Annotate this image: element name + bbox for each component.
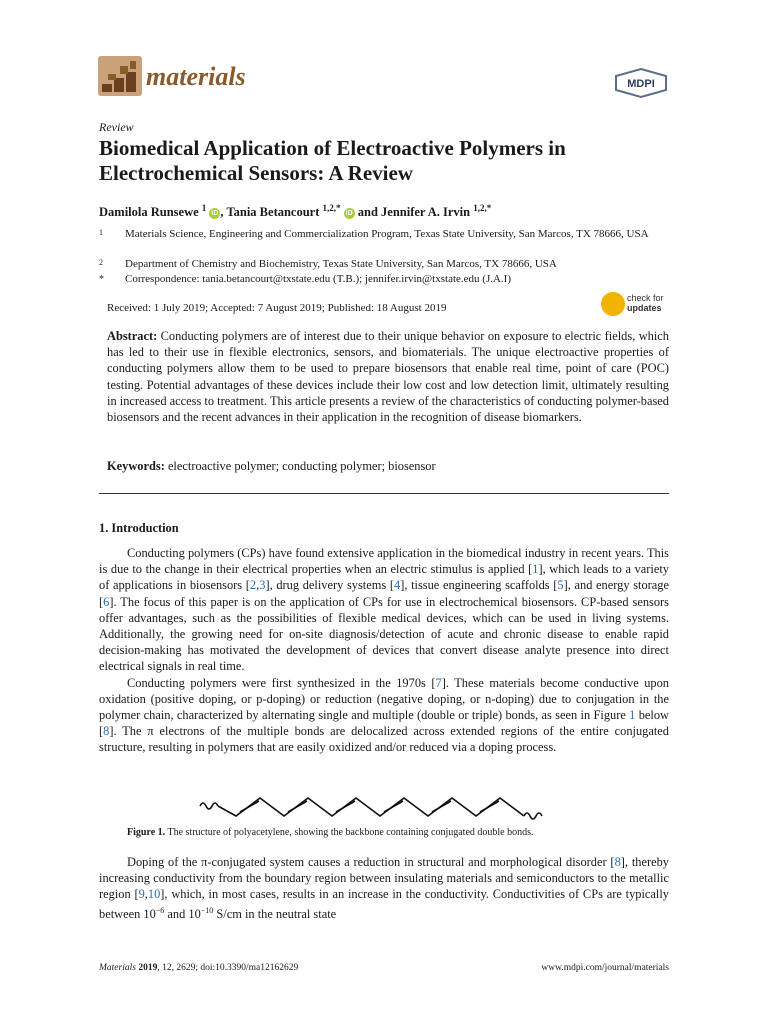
affiliation-number: * (99, 274, 104, 285)
keywords-text: electroactive polymer; conducting polymer; biosensor (167, 459, 436, 473)
author-affil-sup: 1 (201, 203, 207, 213)
figure-link[interactable]: 1 (629, 708, 636, 723)
exponent: −10 (200, 905, 214, 915)
figure-caption (127, 827, 534, 838)
figure-label: Figure 1. (127, 827, 166, 838)
orcid-icon[interactable]: iD (345, 210, 353, 218)
body-text (99, 545, 669, 756)
author-affil-sup: 1,2,* (473, 203, 492, 213)
correspondence-text[interactable]: Correspondence: tania.betancourt@txstate.edu (T.B.); jennifer.irvin@txstate.edu (J.A.I) (125, 273, 511, 285)
section-heading: 1. Introduction (99, 521, 179, 535)
footer-journal: Materials (99, 963, 136, 973)
check-updates-text (627, 293, 664, 313)
double-bond (480, 801, 499, 812)
citation-link[interactable]: 10 (147, 887, 161, 902)
divider (99, 493, 669, 494)
wavy-bond-right (524, 813, 542, 819)
author-name[interactable]: Tania Betancourt (226, 205, 320, 220)
paragraph: Conducting polymers (CPs) have found extensive application in the biomedical industry in recent years. This is due to the change in their electrical properties when an electric stimulus is applied [1], which leads to a variety of applications in biosensors [2,3], drug delivery systems [4], tissue engineering scaffolds [5], and energy storage [6]. The focus of this paper is on the application of CPs for use in electrochemical biosensors. CP-based sensors offer advantages, such as the possibilities of flexible medical devices, which can be used in living systems. Additionally, the growing need for on-site diagnosis/detection of acute and chronic disease to enable rapid decision-making has motivated the development of devices that convert disease analyte presence into direct electrical signals in real time. (99, 546, 669, 674)
check-updates-line2: updates (627, 303, 662, 313)
author-name[interactable]: Jennifer A. Irvin (381, 205, 471, 220)
footer-doi[interactable]: , 12, 2629; doi:10.3390/ma12162629 (157, 963, 299, 973)
body-text (99, 854, 669, 922)
citation-link[interactable]: 1 (532, 562, 539, 577)
footer-url[interactable]: www.mdpi.com/journal/materials (541, 963, 669, 973)
citation-link[interactable]: 5 (557, 578, 564, 593)
double-bond (240, 801, 259, 812)
author-affil-sup: 1,2,* (322, 203, 341, 213)
affiliation-text: Department of Chemistry and Biochemistry, Texas State University, San Marcos, TX 78666, USA (125, 258, 557, 270)
footer-year: 2019 (138, 963, 158, 973)
wavy-bond-left (200, 803, 218, 809)
abstract-label: Abstract: (107, 329, 158, 343)
page-title: Biomedical Application of Electroactive Polymers in Electrochemical Sensors: A Review (99, 136, 566, 185)
citation-link[interactable]: 9 (138, 887, 145, 902)
author-name[interactable]: Damilola Runsewe (99, 205, 199, 220)
citation-link[interactable]: 3 (259, 578, 266, 593)
article-type: Review (99, 120, 134, 134)
paragraph: Doping of the π-conjugated system causes a reduction in structural and morphological disorder [8], thereby increasing conductivity from the boundary region between insulating materials and semiconductors to the metallic region [9,10], which, in most cases, results in an increase in the conductivity. Conductivities of CPs are typically between $10^{-6}$ and $10^{-10}$ S/cm in the neutral state (99, 855, 669, 921)
double-bond (288, 801, 307, 812)
journal-logo-icon (98, 56, 142, 96)
polyacetylene-structure-figure (196, 784, 576, 824)
double-bond (336, 801, 355, 812)
publication-dates: Received: 1 July 2019; Accepted: 7 August 2019; Published: 18 August 2019 (107, 302, 447, 314)
author-conjunction: and (357, 205, 378, 220)
journal-name: materials (146, 62, 246, 91)
citation-link[interactable]: 4 (393, 578, 401, 593)
citation-link[interactable]: 8 (103, 724, 110, 739)
check-for-updates-badge[interactable] (601, 292, 671, 318)
keywords (107, 459, 669, 474)
citation-link[interactable]: 8 (614, 855, 621, 869)
citation-link[interactable]: 7 (435, 675, 442, 690)
figure-caption-text: The structure of polyacetylene, showing the backbone containing conjugated double bonds. (167, 827, 534, 838)
paragraph: Conducting polymers were first synthesized in the 1970s [7]. These materials become conductive upon oxidation (positive doping, or p-doping) or reduction (negative doping, or n-doping) due to conjugation in the polymer chain, characterized by alternating single and multiple (double or triple) bonds, as seen in Figure 1 below [8]. The π electrons of the multiple bonds are delocalized across extended regions of the entire conjugated structure, resulting in polymers that are easily oxidized and/or reduced via a doping process. (99, 675, 670, 755)
affiliation-text: Materials Science, Engineering and Commercialization Program, Texas State University, San Marcos, TX 78666, USA (125, 228, 649, 240)
polymer-backbone (218, 798, 524, 816)
exponent: −6 (155, 905, 165, 915)
affiliation-number: 2 (99, 258, 103, 267)
affiliation-number: 1 (99, 228, 103, 237)
double-bond (384, 801, 403, 812)
citation-link[interactable]: 6 (103, 594, 110, 609)
author-list: Damilola Runsewe $^1$ iD , Tania Betancourt $^{1,2,*}$ iD and Jennifer A. Irvin $^{1,2,*}$ (99, 203, 492, 220)
citation-link[interactable]: 2 (249, 578, 257, 593)
abstract-text: Conducting polymers are of interest due to their unique behavior on exposure to electric fields, which has led to their use in flexible electronics, sensors, and biomaterials. The unique electroactive properties of conducting polymers allow them to be used to prepare biosensors that enable real time, point of care (POC) testing. Potential advantages of these devices include their low cost and low detection limit, ultimately resulting in increased access to treatment. This article presents a review of the characteristics of conducting polymer-based biosensors and the recent advances in their application in the recognition of disease biomarkers. (107, 329, 669, 425)
mdpi-logo-icon (614, 68, 668, 98)
abstract (107, 328, 669, 425)
mdpi-logo-text: MDPI (627, 78, 655, 90)
check-updates-line1: check for (627, 293, 664, 303)
double-bond (432, 801, 451, 812)
keywords-label: Keywords: (107, 459, 165, 473)
orcid-icon[interactable]: iD (211, 210, 219, 218)
footer-citation (99, 963, 298, 973)
check-updates-icon (601, 292, 625, 316)
